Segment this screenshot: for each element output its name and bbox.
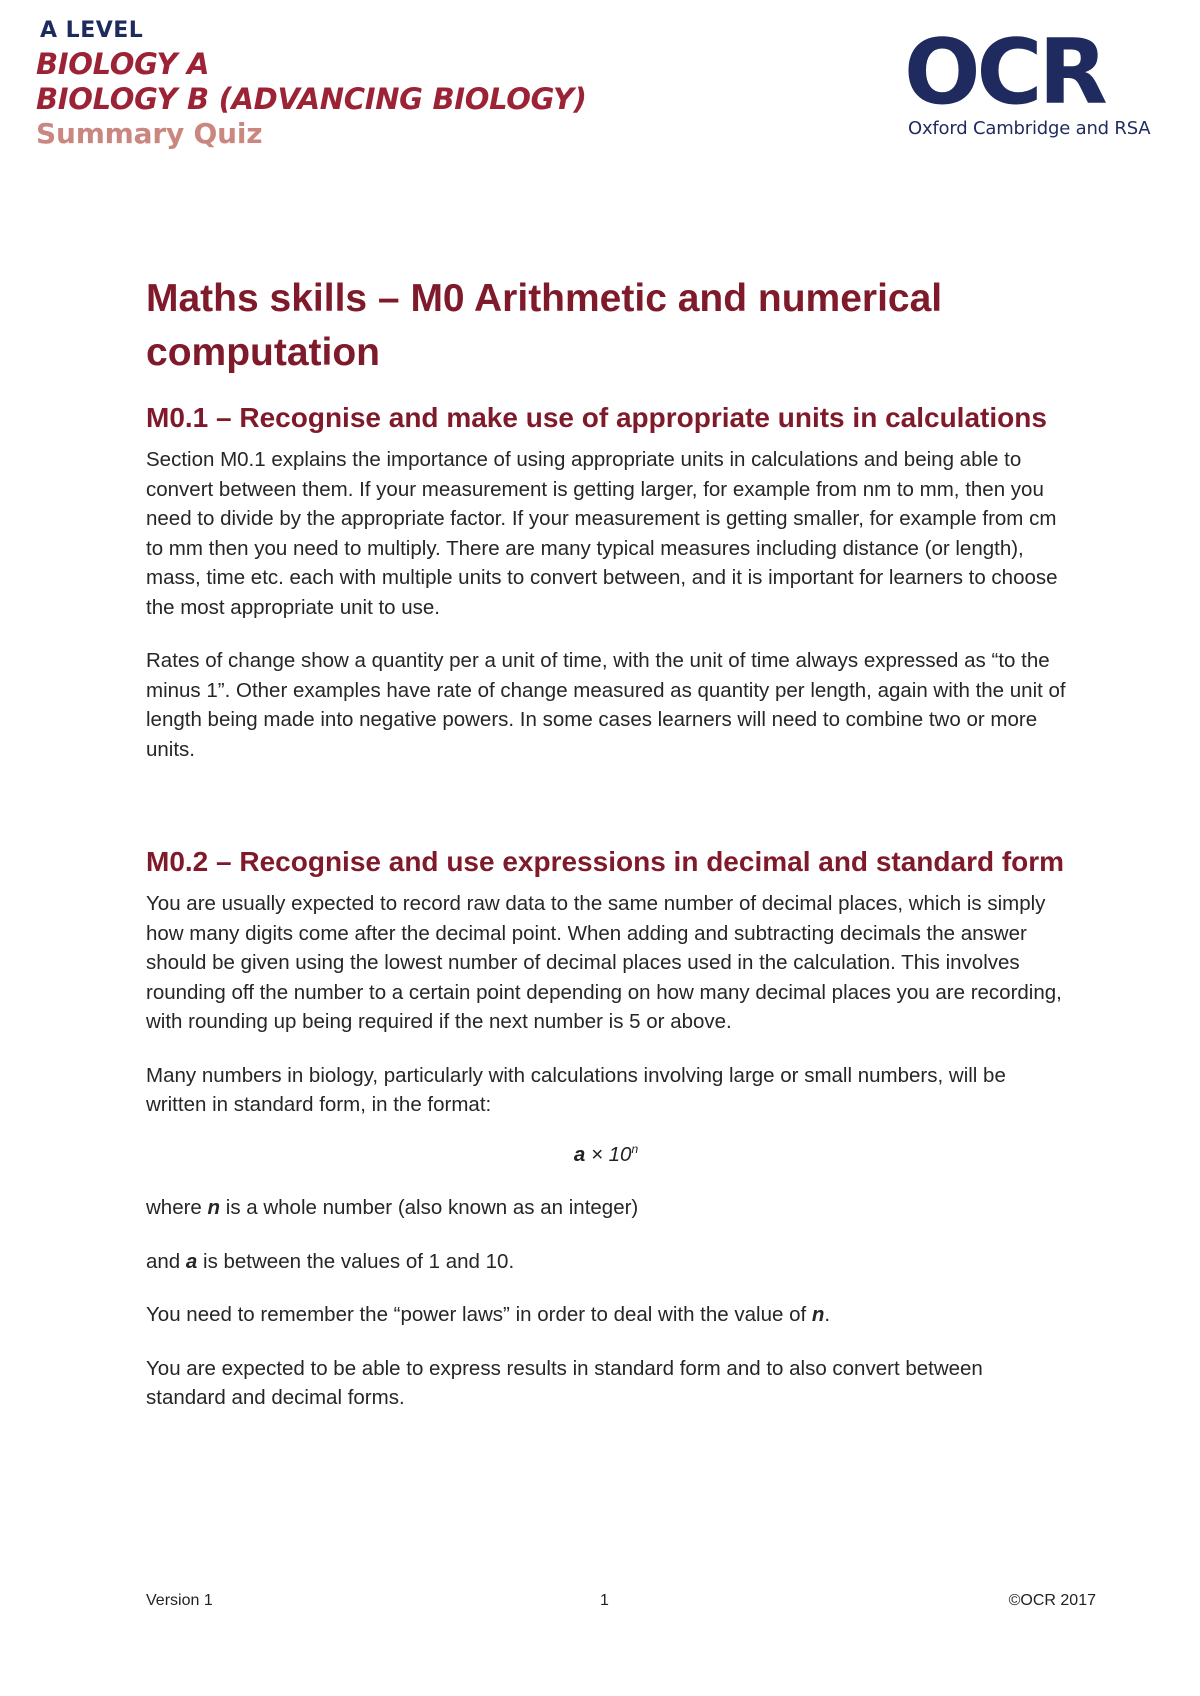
- logo-tagline: Oxford Cambridge and RSA: [908, 118, 1151, 139]
- specification-a: BIOLOGY A: [36, 47, 210, 81]
- document-body: [146, 272, 1066, 1413]
- and-a-pre: and: [146, 1249, 186, 1273]
- power-laws-line: [146, 1300, 1066, 1330]
- specification-b: BIOLOGY B (ADVANCING BIOLOGY): [36, 82, 587, 116]
- standard-form-formula: [146, 1140, 1066, 1170]
- document-header: [36, 20, 587, 148]
- var-a: a: [185, 1249, 198, 1273]
- section2-paragraph-final: You are expected to be able to express results in standard form and to also convert between standard and decimal forms.: [146, 1356, 983, 1409]
- footer-version: Version 1: [146, 1592, 213, 1609]
- page-title: Maths skills – M0 Arithmetic and numerical computation: [146, 277, 943, 374]
- qualification-level: A LEVEL: [40, 18, 144, 43]
- section-heading-m0-2: M0.2 – Recognise and use expressions in decimal and standard form: [146, 846, 1065, 877]
- where-n-pre: where: [146, 1196, 208, 1219]
- var-n: n: [207, 1196, 221, 1219]
- var-n: n: [811, 1303, 825, 1326]
- page-footer: [146, 1592, 1096, 1616]
- where-n-line: [146, 1193, 1066, 1223]
- document-type: Summary Quiz: [36, 117, 263, 150]
- formula-exponent: n: [631, 1141, 639, 1156]
- section-heading-m0-1: M0.1 – Recognise and make use of appropriate units in calculations: [146, 402, 1047, 433]
- formula-times-ten: × 10: [585, 1142, 632, 1166]
- section1-paragraph-rates: Rates of change show a quantity per a unit of time, with the unit of time always expressed as “to the minus 1”. Other examples have rate of change measured as quantity per length, again with the unit of length being made into negative powers. In some cases learners will need to combine two or more units.: [146, 649, 1066, 761]
- footer-page-number: 1: [600, 1592, 609, 1609]
- section2-paragraph-decimals: You are usually expected to record raw data to the same number of decimal places, which is simply how many digits come after the decimal point. When adding and subtracting decimals the answer should be given using the lowest number of decimal places used in the calculation. This involves rounding off the number to a certain point depending on how many decimal places you are recording, with rounding up being required if the next number is 5 or above.: [146, 892, 1062, 1033]
- and-a-line: [146, 1247, 1066, 1277]
- ocr-logo: [904, 20, 1164, 142]
- section1-paragraph-units: Section M0.1 explains the importance of using appropriate units in calculations and being able to convert between them. If your measurement is getting larger, for example from nm to mm, then you need to divide by the appropriate factor. If your measurement is getting smaller, for example from cm to mm then you need to multiply. There are many typical measures including distance (or length), mass, time etc. each with multiple units to convert between, and it is important for learners to choose the most appropriate unit to use.: [146, 448, 1058, 619]
- and-a-post: is between the values of 1 and 10.: [197, 1249, 515, 1273]
- footer-copyright: ©OCR 2017: [1008, 1592, 1096, 1609]
- section2-paragraph-standard-form: Many numbers in biology, particularly with calculations involving large or small numbers, will be written in standard form, in the format:: [146, 1063, 1006, 1116]
- formula-a: a: [573, 1142, 586, 1166]
- where-n-post: is a whole number (also known as an integer): [220, 1196, 639, 1219]
- power-laws-post: .: [824, 1303, 831, 1326]
- logo-wordmark: OCR: [904, 20, 1104, 125]
- power-laws-pre: You need to remember the “power laws” in order to deal with the value of: [146, 1303, 812, 1326]
